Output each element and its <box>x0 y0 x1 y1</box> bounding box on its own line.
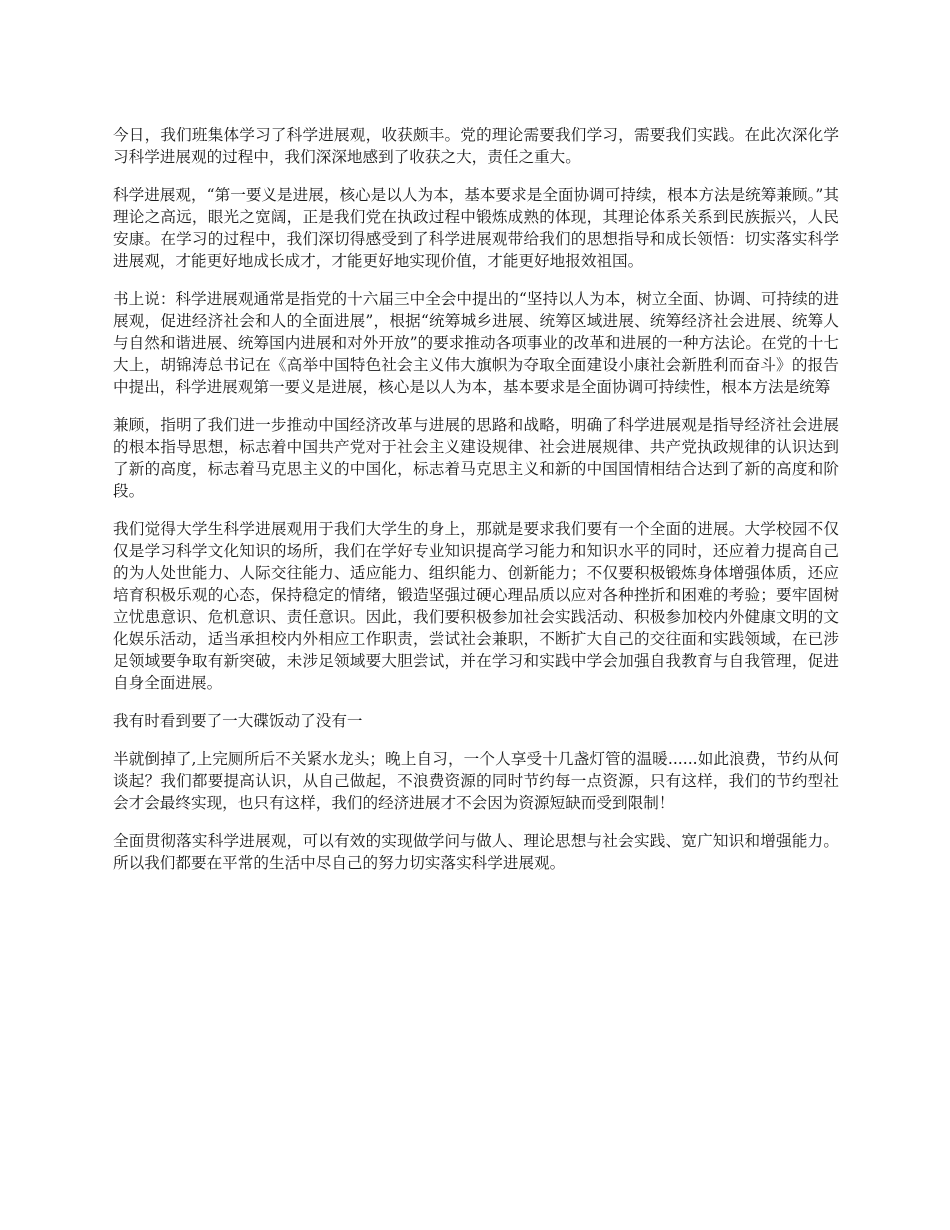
document-body <box>113 124 839 890</box>
paragraph-6: 我有时看到要了一大碟饭动了没有一 <box>113 712 363 730</box>
paragraph-3: 书上说：科学进展观通常是指党的十六届三中全会中提出的“坚持以人为本，树立全面、协调、可持续的进展观，促进经济社会和人的全面进展”，根据“统筹城乡进展、统筹区域进展、统筹经济社会进展、统筹人与自然和谐进展、统筹国内进展和对外开放”的要求推动各项事业的改革和进展的一种方法论。在党的十七大上，胡锦涛总书记在《高举中国特色社会主义伟大旗帜为夺取全面建设小康社会新胜利而奋斗》的报告中提出，科学进展观第一要义是进展，核心是以人为本，基本要求是全面协调可持续性，根本方法是统筹 <box>113 290 839 396</box>
paragraph-5: 我们觉得大学生科学进展观用于我们大学生的身上，那就是要求我们要有一个全面的进展。大学校园不仅仅是学习科学文化知识的场所，我们在学好专业知识提高学习能力和知识水平的同时，还应着力提高自己的为人处世能力、人际交往能力、适应能力、组织能力、创新能力；不仅要积极锻炼身体增强体质，还应培育积极乐观的心态，保持稳定的情绪，锻造坚强过硬心理品质以应对各种挫折和困难的考验；要牢固树立忧患意识、危机意识、责任意识。因此，我们要积极参加社会实践活动、积极参加校内外健康文明的文化娱乐活动，适当承担校内外相应工作职责，尝试社会兼职，不断扩大自己的交往面和实践领域，在已涉足领域要争取有新突破，未涉足领域要大胆尝试，并在学习和实践中学会加强自我教育与自我管理，促进自身全面进展。 <box>113 520 839 692</box>
paragraph-8: 全面贯彻落实科学进展观，可以有效的实现做学问与做人、理论思想与社会实践、宽广知识和增强能力。所以我们都要在平常的生活中尽自己的努力切实落实科学进展观。 <box>113 832 839 872</box>
paragraph-2: 科学进展观，“第一要义是进展，核心是以人为本，基本要求是全面协调可持续，根本方法是统筹兼顾。”其理论之高远，眼光之宽阔，正是我们党在执政过程中锻炼成熟的体现，其理论体系关系到民族振兴，人民安康。在学习的过程中，我们深切得感受到了科学进展观带给我们的思想指导和成长领悟：切实落实科学进展观，才能更好地成长成才，才能更好地实现价值，才能更好地报效祖国。 <box>113 186 839 270</box>
paragraph-4: 兼顾，指明了我们进一步推动中国经济改革与进展的思路和战略，明确了科学进展观是指导经济社会进展的根本指导思想，标志着中国共产党对于社会主义建设规律、社会进展规律、共产党执政规律的认识达到了新的高度，标志着马克思主义的中国化，标志着马克思主义和新的中国国情相结合达到了新的高度和阶段。 <box>113 416 839 500</box>
paragraph-7: 半就倒掉了,上完厕所后不关紧水龙头；晚上自习，一个人享受十几盏灯管的温暖......如此浪费，节约从何谈起？我们都要提高认识，从自己做起，不浪费资源的同时节约每一点资源，只有这样，我们的节约型社会才会最终实现，也只有这样，我们的经济进展才不会因为资源短缺而受到限制！ <box>113 750 839 812</box>
paragraph-1: 今日，我们班集体学习了科学进展观，收获颇丰。党的理论需要我们学习，需要我们实践。在此次深化学习科学进展观的过程中，我们深深地感到了收获之大，责任之重大。 <box>113 126 839 166</box>
